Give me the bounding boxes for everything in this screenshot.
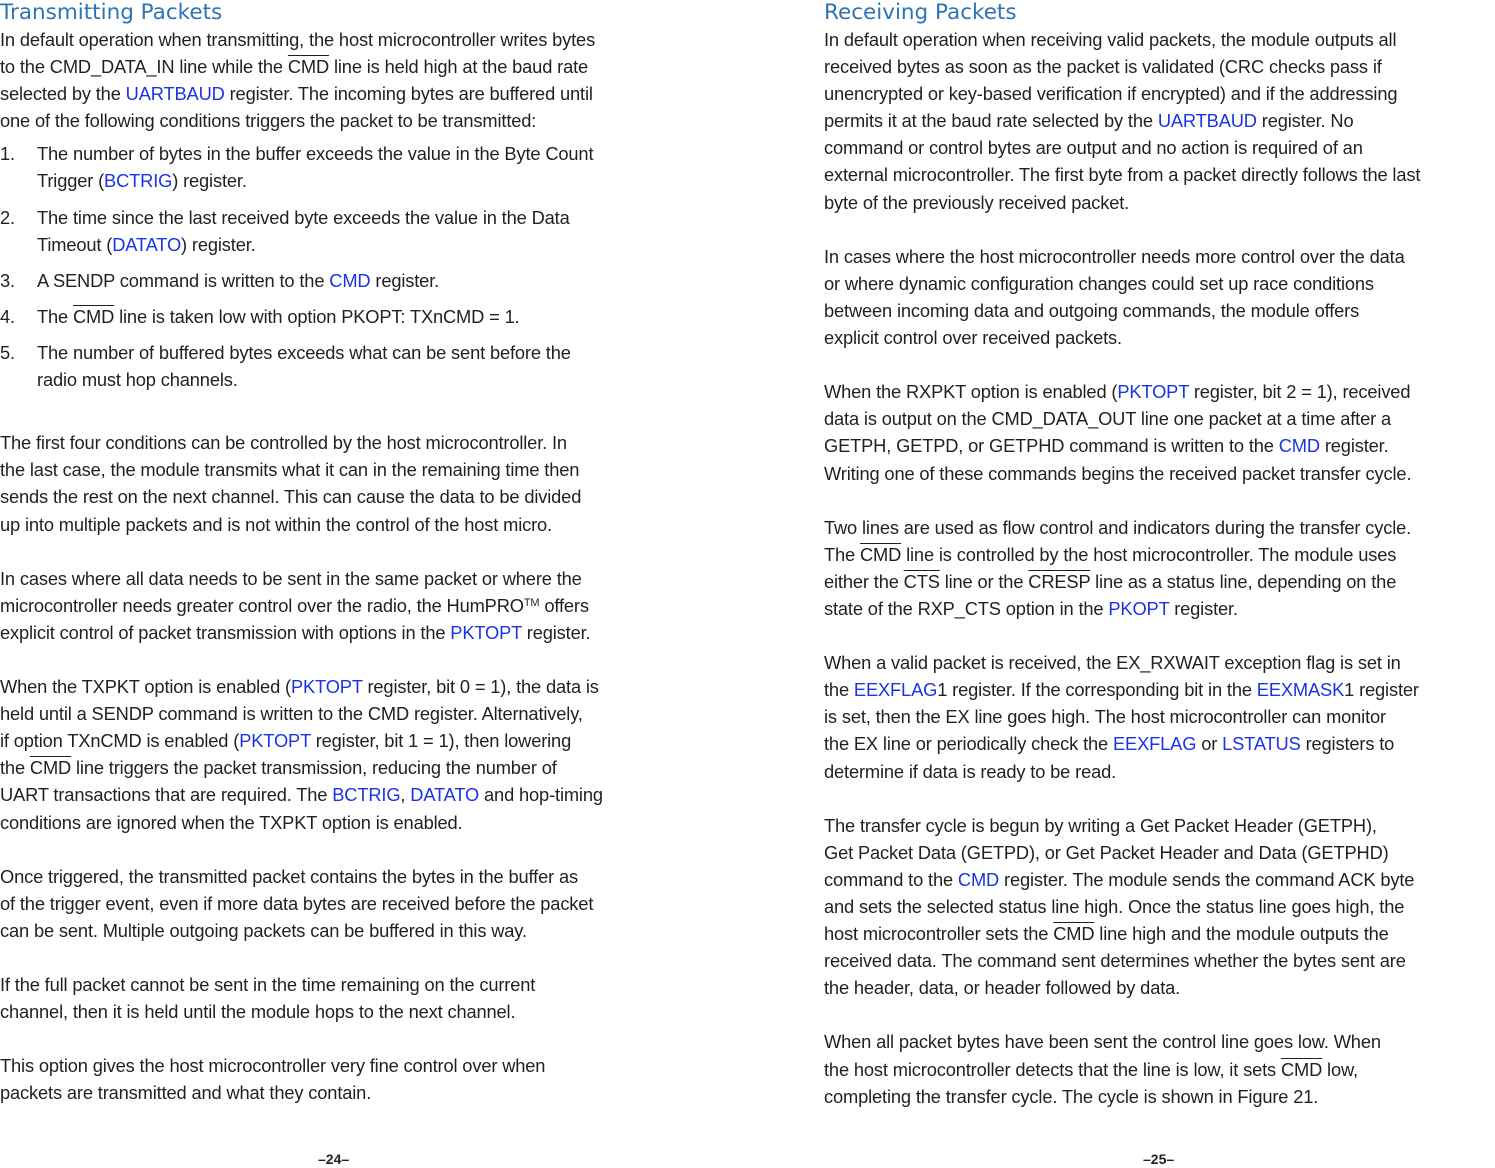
text-line: the host microcontroller detects that the line is low, it sets $\overline{CMD}$ low, (824, 1058, 1358, 1080)
text-line: A SENDP command is written to the CMD register. (37, 269, 440, 291)
text-line: explicit control over received packets. (824, 327, 1122, 349)
left-column (0, 0, 690, 1107)
text-line: external microcontroller. The first byte from a packet directly follows the last (824, 164, 1421, 186)
register-link[interactable]: CMD (1278, 435, 1320, 457)
text-line: channel, then it is held until the module hops to the next channel. (0, 1001, 516, 1023)
list-item-number: 4. (0, 305, 15, 327)
paragraph (0, 971, 690, 1025)
text-line: packets are transmitted and what they contain. (0, 1082, 372, 1104)
text-line: Timeout (DATATO) register. (37, 233, 256, 255)
text-line: data is output on the CMD_DATA_OUT line one packet at a time after a (824, 408, 1391, 430)
trigger-conditions-list (0, 140, 690, 393)
text-line: Writing one of these commands begins the received packet transfer cycle. (824, 462, 1412, 484)
list-item-number: 2. (0, 206, 15, 228)
paragraph (0, 863, 690, 944)
text-line: Once triggered, the transmitted packet contains the bytes in the buffer as (0, 865, 578, 887)
text-line: Trigger (BCTRIG) register. (37, 170, 247, 192)
paragraph (824, 649, 1495, 784)
list-item-number: 3. (0, 269, 15, 291)
text-line: of the trigger event, even if more data bytes are received before the packet (0, 892, 594, 914)
text-line: byte of the previously received packet. (824, 191, 1130, 213)
register-link[interactable]: PKTOPT (1117, 381, 1189, 403)
text-line: the last case, the module transmits what it can in the remaining time then (0, 459, 580, 481)
text-line: This option gives the host microcontroller very fine control over when (0, 1055, 546, 1077)
text-line: The transfer cycle is begun by writing a Get Packet Header (GETPH), (824, 814, 1377, 836)
register-link[interactable]: PKTOPT (450, 621, 522, 643)
register-link[interactable]: BCTRIG (104, 170, 173, 192)
text-line: The $\overline{CMD}$ line is controlled by the host microcontroller. The module uses (824, 543, 1397, 565)
register-link[interactable]: DATATO (112, 233, 182, 255)
text-line: radio must hop channels. (37, 369, 238, 391)
section-heading-transmitting-packets: Transmitting Packets (0, 0, 223, 25)
text-line: the header, data, or header followed by data. (824, 977, 1181, 999)
text-line: command or control bytes are output and no action is required of an (824, 137, 1363, 159)
register-link[interactable]: EEXMASK (1256, 679, 1345, 701)
page-number-right: –25– (1143, 1151, 1175, 1167)
text-line: GETPH, GETPD, or GETPHD command is written to the CMD register. (824, 435, 1389, 457)
register-link[interactable]: PKTOPT (290, 676, 363, 698)
list-item-number: 1. (0, 143, 15, 165)
paragraph (0, 429, 690, 537)
list-item (0, 339, 690, 393)
paragraph (824, 378, 1495, 486)
text-line: When the TXPKT option is enabled (PKTOPT register, bit 0 = 1), the data is (0, 676, 599, 698)
paragraph (0, 1052, 690, 1106)
paragraph (0, 673, 690, 836)
active-low-signal: CRESP (1028, 570, 1091, 592)
text-line: unencrypted or key-based verification if encrypted) and if the addressing (824, 83, 1398, 105)
text-line: selected by the UARTBAUD register. The incoming bytes are buffered until (0, 83, 593, 105)
text-line: one of the following conditions triggers the packet to be transmitted: (0, 110, 537, 132)
register-link[interactable]: BCTRIG (332, 784, 401, 806)
text-line: completing the transfer cycle. The cycle is shown in Figure 21. (824, 1085, 1319, 1107)
text-line: state of the RXP_CTS option in the PKOPT register. (824, 597, 1238, 619)
paragraph (824, 514, 1495, 622)
text-line: command to the CMD register. The module sends the command ACK byte (824, 868, 1415, 890)
text-line: When a valid packet is received, the EX_RXWAIT exception flag is set in (824, 652, 1401, 674)
list-item-number: 5. (0, 341, 15, 363)
text-line: or where dynamic configuration changes could set up race conditions (824, 272, 1374, 294)
register-link[interactable]: EEXFLAG (1113, 733, 1197, 755)
list-item (0, 140, 690, 194)
text-line: is set, then the EX line goes high. The host microcontroller can monitor (824, 706, 1386, 728)
register-link[interactable]: DATATO (410, 784, 480, 806)
text-line: When all packet bytes have been sent the control line goes low. When (824, 1031, 1381, 1053)
text-line: received data. The command sent determines whether the bytes sent are (824, 950, 1406, 972)
active-low-signal: $\overline{CMD}$ (1053, 923, 1095, 945)
text-line: conditions are ignored when the TXPKT option is enabled. (0, 811, 463, 833)
text-line: determine if data is ready to be read. (824, 760, 1117, 782)
active-low-signal: $\overline{CMD}$ (1280, 1058, 1323, 1080)
text-line: received bytes as soon as the packet is validated (CRC checks pass if (824, 56, 1382, 78)
text-line: and sets the selected status line high. Once the status line goes high, the (824, 896, 1405, 917)
text-line: sends the rest on the next channel. This can cause the data to be divided (0, 486, 582, 508)
text-line: permits it at the baud rate selected by the UARTBAUD register. No (824, 110, 1354, 132)
register-link[interactable]: UARTBAUD (1157, 110, 1257, 132)
text-line: the $\overline{CMD}$ line triggers the packet transmission, reducing the number of (0, 757, 557, 779)
text-line: UART transactions that are required. The BCTRIG, DATATO and hop-timing (0, 784, 603, 806)
text-line: the EX line or periodically check the EEXFLAG or LSTATUS registers to (824, 733, 1395, 755)
text-line: up into multiple packets and is not within the control of the host micro. (0, 513, 553, 535)
section-heading-receiving-packets: Receiving Packets (824, 0, 1017, 25)
text-line: The time since the last received byte exceeds the value in the Data (37, 206, 570, 228)
text-line: if option TXnCMD is enabled (PKTOPT register, bit 1 = 1), then lowering (0, 730, 572, 752)
text-line: Get Packet Data (GETPD), or Get Packet Header and Data (GETPHD) (824, 841, 1389, 863)
text-line: the EEXFLAG1 register. If the corresponding bit in the EEXMASK1 register (824, 679, 1419, 701)
text-line: held until a SENDP command is written to the CMD register. Alternatively, (0, 703, 583, 725)
text-line: Two lines are used as flow control and indicators during the transfer cycle. (824, 516, 1412, 538)
text-line: explicit control of packet transmission with options in the PKTOPT register. (0, 621, 591, 643)
register-link[interactable]: PKOPT (1108, 597, 1170, 619)
register-link[interactable]: CMD (329, 269, 371, 291)
text-line: microcontroller needs greater control over the radio, the HumPRO™ offers (0, 594, 589, 616)
paragraph (824, 1028, 1495, 1109)
text-line: The first four conditions can be controlled by the host microcontroller. In (0, 432, 567, 454)
page-number-left: –24– (318, 1151, 350, 1167)
active-low-signal: $\overline{CMD}$ (29, 757, 72, 779)
text-line: The $\overline{CMD}$ line is taken low with option PKOPT: TXnCMD = 1. (37, 305, 520, 327)
register-link[interactable]: PKTOPT (239, 730, 311, 752)
trademark-mark: TM (523, 596, 540, 609)
text-line: either the $\overline{CTS}$ line or the CRESP line as a status line, depending on the (824, 570, 1397, 592)
text-line: In cases where the host microcontroller needs more control over the data (824, 245, 1405, 267)
text-line: In default operation when receiving valid packets, the module outputs all (824, 29, 1397, 50)
register-link[interactable]: UARTBAUD (125, 83, 225, 105)
text-line: The number of buffered bytes exceeds what can be sent before the (37, 341, 571, 363)
list-item (0, 204, 690, 258)
text-line: The number of bytes in the buffer exceeds the value in the Byte Count (37, 143, 594, 165)
register-link[interactable]: LSTATUS (1222, 733, 1301, 755)
register-link[interactable]: EEXFLAG (853, 679, 938, 701)
paragraph (0, 565, 690, 646)
paragraph (824, 26, 1495, 216)
register-link[interactable]: CMD (957, 868, 1000, 890)
active-low-signal: $\overline{CMD}$ (859, 543, 902, 565)
paragraph (824, 812, 1495, 1002)
text-line: When the RXPKT option is enabled (PKTOPT register, bit 2 = 1), received (824, 381, 1411, 403)
list-item (0, 303, 690, 330)
text-line: If the full packet cannot be sent in the time remaining on the current (0, 974, 536, 996)
active-low-signal: $\overline{CTS}$ (903, 570, 940, 592)
active-low-signal: $\overline{CMD}$ (287, 56, 330, 78)
paragraph (824, 243, 1495, 351)
list-item (0, 267, 690, 294)
text-line: In default operation when transmitting, the host microcontroller writes bytes (0, 29, 596, 50)
active-low-signal: $\overline{CMD}$ (72, 305, 115, 327)
text-line: to the CMD_DATA_IN line while the $\overline{CMD}$ line is held high at the baud rate (0, 56, 589, 78)
text-line: host microcontroller sets the $\overline{CMD}$ line high and the module outputs the (824, 923, 1389, 945)
right-column (824, 0, 1495, 1110)
paragraph (0, 26, 690, 134)
text-line: In cases where all data needs to be sent in the same packet or where the (0, 567, 582, 589)
text-line: can be sent. Multiple outgoing packets can be buffered in this way. (0, 919, 527, 941)
text-line: between incoming data and outgoing commands, the module offers (824, 299, 1360, 321)
